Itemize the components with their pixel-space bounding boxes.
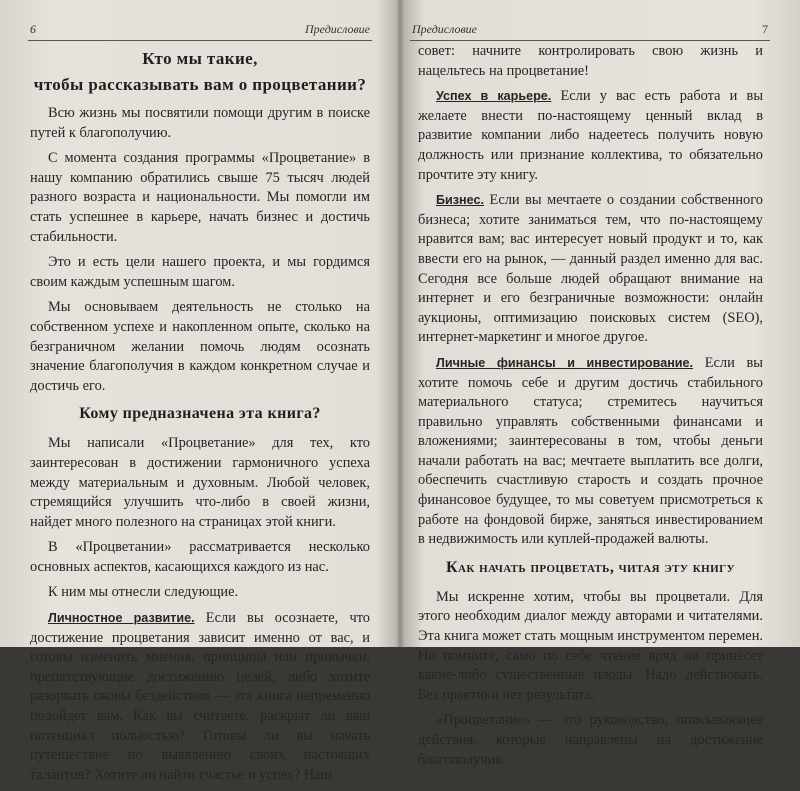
left-content (30, 46, 370, 791)
section-title (30, 46, 370, 98)
paragraph: Мы искренне хотим, чтобы вы процветали. Для этого необходим диалог между авторами и читателями. Эта книга может стать мощным инструментом перемен. Но помните, само по себе чтение вряд ли принесет какие-либо существенные плоды. Надо действовать. Без практики нет результата. (418, 588, 763, 703)
paragraph-body: Если вы осознаете, что достижение процветания зависит именно от вас, и готовы изменить мнения, принципы или привычки, препятствующие достижению целей, либо хотите разорвать оковы бездействия — эта книга непременно подойдет вам. Как вы считаете, раскрыт ли ваш потенциал полностью? Готовы ли вы начать путешествие по выявлению своих настоящих талантов? Хотите ли найти счастье и успех? Наш (30, 610, 370, 783)
paragraph: совет: начните контролировать свою жизнь и нацельтесь на процветание! (418, 43, 763, 79)
title-line-2: чтобы рассказывать вам о процветании? (33, 75, 367, 94)
paragraph-lead: Бизнес. (436, 193, 485, 208)
right-content (418, 42, 763, 776)
header-rule (28, 40, 372, 41)
paragraph: К ним мы отнесли следующие. (48, 584, 239, 601)
page-number: 6 (30, 22, 36, 36)
paragraph (418, 191, 763, 348)
paragraph: Мы основываем деятельность не столько на собственном успехе и накопленном опыте, сколько на безграничном желании помочь людям осознать значение благополучия в каждом конкретном случае и достичь его. (30, 299, 370, 394)
running-header: Предисловие (305, 22, 371, 36)
page-number: 7 (762, 22, 768, 36)
paragraph: В «Процветании» рассматривается несколько основных аспектов, касающихся каждого из нас. (30, 539, 370, 575)
paragraph: «Процветание» — это руководство, описывающее действия, которые направлены на достижение благополучия. (418, 712, 763, 768)
paragraph-lead: Личностное развитие. (48, 611, 195, 626)
section-subtitle: Кому предназначена эта книга? (79, 405, 321, 423)
paragraph (418, 354, 763, 550)
header-rule (410, 40, 770, 41)
paragraph-lead: Личные финансы и инвестирование. (436, 355, 694, 370)
section-subtitle: Как начать процветать, читая эту книгу (446, 558, 735, 576)
title-line-1: Кто мы такие, (142, 49, 258, 68)
paragraph: С момента создания программы «Процветание» в нашу компанию обратились свыше 75 тысяч людей разного возраста и национальности. Мы помогли им стать успешнее в карьере, начать бизнес и достичь стабильности. (30, 150, 370, 245)
paragraph-lead: Успех в карьере. (436, 89, 552, 104)
right-page (400, 0, 800, 768)
running-header: Предисловие (412, 22, 478, 36)
paragraph-body: Если вы мечтаете о создании собственного бизнеса; хотите заниматься тем, что по-настоящему нравится вам; вас интересует новый продукт и то, как ввести его на рынок, — данный раздел именно для вас. Сегодня все больше людей обращают внимание на интернет и его безграничные возможности: онлайн аукционы, оптимизацию поисковых систем (SEO), интернет-маркетинг и многое другое. (418, 192, 763, 346)
paragraph: Это и есть цели нашего проекта, и мы гордимся своим каждым успешным шагом. (30, 254, 370, 290)
paragraph: Всю жизнь мы посвятили помощи другим в поиске путей к благополучию. (30, 105, 370, 141)
paragraph (30, 609, 370, 785)
paragraph-body: Если вы хотите помочь себе и другим достичь стабильного материального статуса; стремитесь научиться правильно управлять собственными финансами и вложениями; заинтересованы в том, чтобы деньги начали работать на вас; мечтаете выплатить все долги, обеспечить счастливую старость и создать прочное финансовое будущее, то мы советуем присмотреться к работе на фондовой бирже, заняться инвестированием в недвижимость или куплей-продажей валюты. (418, 354, 763, 548)
paragraph-body: Если у вас есть работа и вы желаете внести по-настоящему ценный вклад в развитие компании либо надеетесь получить новую должность или признание коллектива, то обязательно прочтите эту книгу. (418, 88, 763, 183)
paragraph: Мы написали «Процветание» для тех, кто заинтересован в достижении гармоничного успеха между материальным и духовным. Любой человек, стремящийся улучшить что-либо в своей жизни, найдет много полезного на страницах этой книги. (30, 435, 370, 530)
left-page (0, 0, 400, 783)
paragraph (418, 87, 763, 185)
